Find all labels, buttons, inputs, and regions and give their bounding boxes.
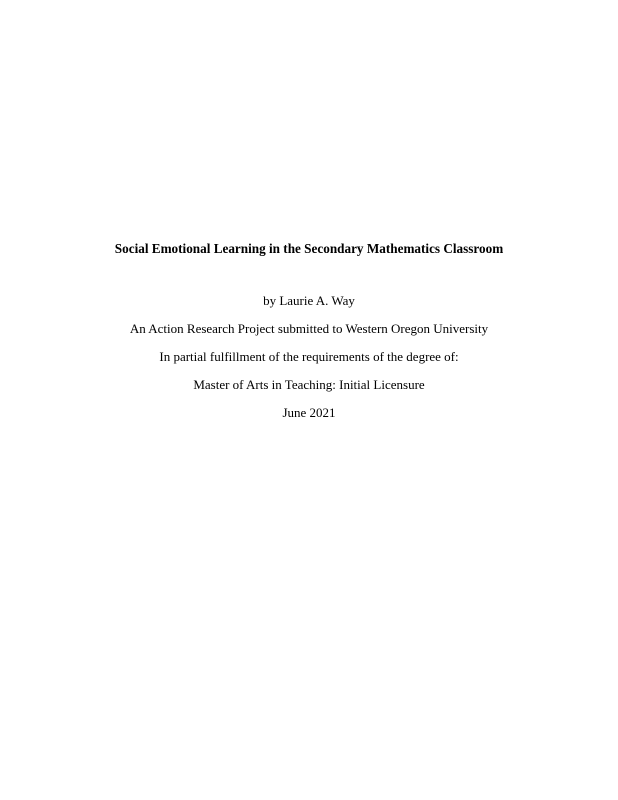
fulfillment-line: In partial fulfillment of the requirements of the degree of: [159,349,459,364]
degree-line: Master of Arts in Teaching: Initial Licensure [193,377,425,392]
date-line: June 2021 [282,405,336,420]
document-title: Social Emotional Learning in the Secondary Mathematics Classroom [114,241,504,256]
submission-line: An Action Research Project submitted to Western Oregon University [129,321,489,336]
author-line: by Laurie A. Way [263,293,355,308]
